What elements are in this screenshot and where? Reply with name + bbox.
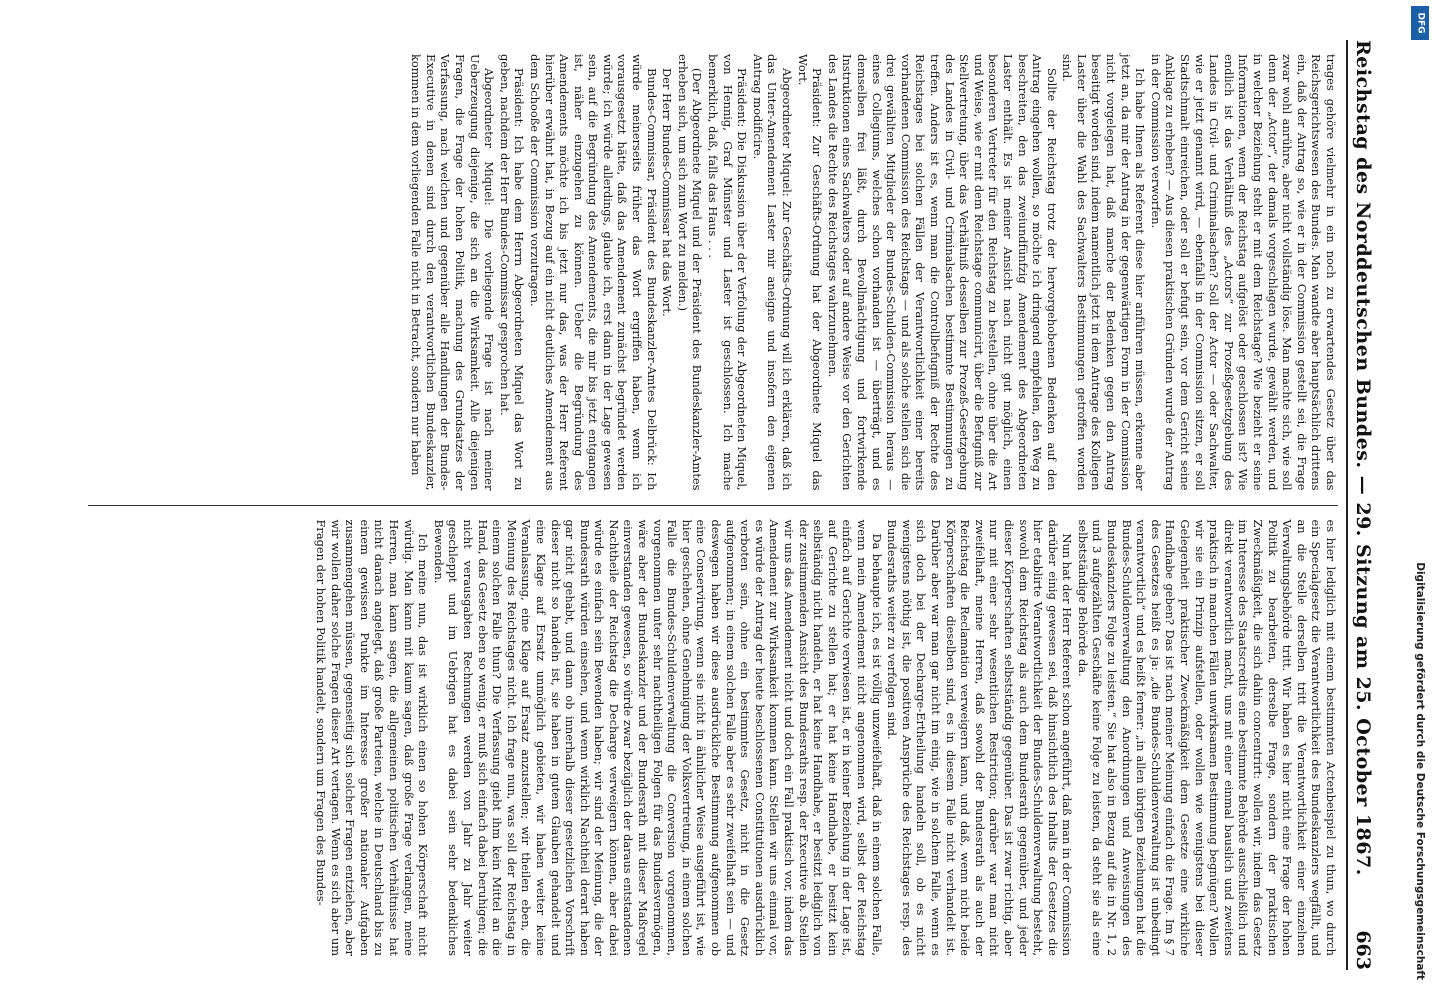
paragraph: Abgeordneter Miquel: Zur Geschäfts-Ordnung will ich erklären, daß ich das Unter-Amendement Laster mir aneigne und insofern den eigenen Antrag modificire. <box>750 54 795 491</box>
paragraph: Präsident: Zur Geschäfts-Ordnung hat der Abgeordnete Miquel das Wort. <box>795 54 825 491</box>
paragraph: Nun hat der Herr Referent schon angeführt, daß man in der Commission darüber einig gewesen sei, daß hinsichtlich des Inhalts der Gesetzes die hier etablirte Verantwortlichkeit der Bundes-Schuldenverwaltung besteht, sowohl dem Reichstag als auch dem Bundesrath gegenüber, und jeder dieser Körperschaften selbstständig gegenüber. Das ist zwar richtig, aber nur mit einer sehr wesentlichen Restriction; darüber war man nicht zweifelhaft, meine Herren, daß sowohl der Bundesrath als auch der Reichstag die Reclamation verweigern kann, und daß, wenn nicht beide Körperschaften dieselben sind, es in diesem Falle nicht verhandelt ist. Darüber aber war man gar nicht im einig, wie in solchem Falle, wenn es sich doch bei der Decharge-Ertheilung handeln soll, ob es nicht wenigstens nöthig ist, die positiven Ansprüche des Reichstages resp. des Bundesraths weiter zu verfolgen sind. <box>885 519 1075 956</box>
paragraph: Da behaupte ich, es ist völlig unzweifelhaft, daß in einem solchen Falle, wenn mein Amendement nicht angenommen wird, selbst der Reichstag einfach auf Gerichte verwiesen ist, er in keiner Beziehung in der Lage ist, auf Gerichte zu stellen hat; er hat keine Handhabe, er besitzt kein selbständig nicht handeln, er hat keine Handhabe, er besitzt lediglich von der zustimmenden Ansicht des Bundesraths resp. der Executive ab. Stellen wir uns das Amendement nicht und doch ein Fall praktisch vor, indem das Amendement zur Wirksamkeit kommen kann. Stellen wir uns einmal vor, es würde der Antrag der heute beschlossenen Constitutionen ausdrücklich verboten sein, ohne ein bestimmtes Gesetz, nicht in die Gesetz aufgenommen; in einem solchen Falle aber es sehr zweifelhaft sein — und deswegen haben wir diese ausdrückliche Bestimmung aufgenommen ob eine Conservirung, wenn sie nicht in ähnlicher Weise ausgeführt ist, wie hier geschehen, ohne Genehmigung der Volksvertretung, in einem solchen Falle die Bundes-Schuldenverwaltung die Conversion vorgenommen, vorgenommen unter sehr nachtheiligen Folgen für das Bundesvermögen, wäre aber der Bundeskanzler und der Bundesrath mit dieser Maßregel einverstanden gewesen, so würde zwar bezüglich der daraus entstandenen Nachtheile der Reichstag die Decharge verweigern können, aber dabei würde es einfach sein Bewenden haben; wir sind der Meinung, die der Bundesrath würden einsehen, und wenn wirklich Nachtheil derart haben gar nicht gehabt, und dann ob innerhalb dieser gesetzlichen Vorschrift dieser nicht so handeln ist, sie haben in gutem Glauben gehandelt und eine Klage auf Ersatz unmöglich gebieten, wir haben weiter keine Veranlassung, eine Klage auf Ersatz anzustellen; wir theilen eben, die Meinung des Reichstages nicht. Ich frage nun, was soll der Reichstag in einem solchen Falle thun? Die Verfassung giebt ihm kein Mittel an die Hand, das Gesetz eben so wenig, er muß sich einfach dabei beruhigen; die nicht verausgabten Rechnungen werden von Jahr zu Jahr weiter geschleppt und im Uebrigen hat es dabei sein sehr bedenkliches Bewenden. <box>431 519 884 956</box>
dfg-logo: DFG <box>1411 6 1429 40</box>
rotated-page <box>55 0 1400 1000</box>
page-header <box>1346 40 1378 970</box>
left-column <box>88 40 1338 505</box>
page-number: 663 <box>1352 930 1374 970</box>
paragraph: Ich habe Ihnen als Referent diese hier anführen müssen, erkenne aber jetzt an, da mir der Antrag in der gegenwärtigen Form in der Commission nicht vorgelegen hat, daß manche der Bedenken gegen den Antrag beseitigt worden sind, indem namentlich jetzt in dem Antrage des Kollegen Laster über die Wahl des Sachwalters Bestimmungen getroffen worden sind. <box>1060 54 1148 491</box>
digitization-credit <box>1410 20 1430 980</box>
text-columns <box>88 40 1338 970</box>
paragraph: es hier lediglich mit einem bestimmten Actenbeispiel zu thun, wo durch ein Specialgesetz die Verantwortlichkeit des Bundeskanzlers wegfällt, und an die Stelle derselben tritt die Verantwortlichkeit einer einzelnen Verwaltungsbehörde tritt. Wir haben es hier nicht eine Frage der hohen Politik zu bearbeiten, derselbe Frage, sondern der praktischen Zweckmäßigkeit, die sich dahin concentrirt: wollen wir, indem das Gesetz im Interesse des Staatscredits eine bestimmte Behörde ausschließlich und direkt verantwortlich macht, uns mit einer einmal bauslich und zweitens praktisch in manchen Fällen unwirksamen Bestimmung begnügen? Wollen wir sie ein Prinzip aufstellen, oder wollen wie wenigstens bei dieser Gelegenheit praktischer Zweckmäßigkeit dem Gesetze eine wirkliche Handhabe geben? Das ist nach meiner Meinung einfach die Frage. Im § 7 des Gesetzes heißt es ja: „die Bundes-Schuldenverwaltung ist unbedingt verantwortlich“ und es heißt ferner: „in allen übrigen Beziehungen hat die Bundes-Schuldenverwaltung den Anordnungen und Anweisungen des Bundeskanzlers Folge zu leisten.“ Sie hat also in Bezug auf die in Nr. 1, 2 und 3 aufgezählten Geschäfte keine Folge zu leisten, da steht sie als eine selbstständige Behörde da. <box>1075 519 1338 956</box>
right-column <box>88 505 1338 971</box>
running-title: Reichstag des Norddeutschen Bundes. — 29. Sitzung am 25. October 1867. <box>1352 40 1374 876</box>
paragraph: Präsident: Die Diskussion über der Verfolung der Abgeordneten Miquel, von Hennig, Graf Münster und Laster ist geschlossen. Ich mache bemerklich, daß, falls das Haus . . . <box>706 54 750 491</box>
credit-text: Digitalisierung gefördert durch die Deutsche Forschungsgemeinschaft <box>1414 562 1426 980</box>
paragraph: Der Herr Bundes-Commissar hat das Wort. <box>660 68 675 317</box>
paragraph: Bundes-Commissar, Präsident des Bundeskanzler-Amtes Delbrück: Ich würde meinerseits früher das Wort ergriffen haben, wenn ich vorausgesetzt hätte, daß das Amendement zunächst begründet werden würde; ich würde allerdings, glaube ich, erst dann in der Lage gewesen sein, auf die Begründung des Amendements, die mir bis jetzt entgangen ist, näher einzugehen zu können. Ueber die Begründung des Amendements möchte ich bis jetzt nur das, was der Herr Referent hierüber erwähnt hat, in Bezug auf ein nicht deutliches Amendement aus dem Schooße der Commission vorzutragen. <box>527 54 659 491</box>
paragraph: Sollte der Reichstag trotz der hervorgehobenen Bedenken auf den Antrag eingehen wollen, so möchte ich dringend empfehlen, den Weg zu beschreiten, den das zweiundfünfzig Amendement des Abgeordneten Laster enthält. Es ist meiner Ansicht nach nicht gut möglich, einen besonderen Vertreter für den Reichstag zu bestellen, ohne über die Art und Weise, wie er mit dem Reichstage communicirt, über die Befugniß zur Stellvertretung, über das Verhältniß desselben zur Prozeß-Gesetzgebung des Landes in Civil- und Criminalsachen bestimmte Bestimmungen zu treffen. Anders ist es, wenn man die Controllbefugniß der Rechte des Reichstages bei solchen Fällen der Verantwortlichkeit einer bereits vorhandenen Commission des Reichstags — und als solche stellen sich die drei gewählten Mitglieder der Bundes-Schulden-Commission heraus — eines Collegiums, welches schon vorhanden ist — überträgt, und es demselben frei läßt, durch Bevollmächtigung und fortwirkende Instruktionen eines Sachwalters oder auf andere Weise vor den Gerichten des Landes die Rechte des Reichstages wahrzunehmen. <box>825 54 1059 491</box>
paragraph: trages gehöre vielmehr in ein noch zu erwartendes Gesetz über das Reichsgerichtswesen des Bundes. Man wandte aber hauptsächlich drittens ein, daß der Antrag so, wie er in der Commission gestellt sei, die Frage zwar wohl anrühre, aber nicht vollständig löse. Man machte sich, wie soll denn der „Actor“, der damals vorgeschlagen wurde, gewählt werden, und in welcher Beziehung steht er mit dem Reichstage? Wie bezieht er seine Informationen, wenn der Reichstag aufgelöst oder geschlossen ist? Wie endlich ist das Verhältniß des „Actors“ zur Prozeßgesetzgebung des Landes in Civil- und Criminalsachen? Soll der Actor — oder Sachwalter, wie er jetzt genannt wird, — ebenfalls in der Commission sitzen, er soll Stadtschmalt einreichen, oder soll er befugt sein, vor dem Gericht seine Anklage zu erheben? — Aus diesen praktischen Gründen wurde der Antrag in der Commission verworfen. <box>1148 54 1338 491</box>
paragraph: Präsident: Ich habe dem Herrn Abgeordneten Miquel das Wort zu geben, nachdem der Herr Bundes-Commissar gesprochen hat. <box>497 54 527 491</box>
paragraph: (Der Abgeordnete Miquel und der Präsident des Bundeskanzler-Amtes erheben sich, um sich zum Wort zu melden.) <box>675 54 705 491</box>
paragraph: Abgeordneter Miquel: Die vorliegende Frage ist nach meiner Ueberzeugung diejenige, die sich an die Wirksamkeit. Alle diejenigen Fragen, die Frage der hohen Politik, machung des Grundsatzes der Verfassung, nach welchen und gegenüber alle Handlungen der Bundes-Executive in denen sind durch den verantwortlichen Bundeskanzler, kommen in dem vorliegenden Falle nicht in Betracht, sondern nur haben <box>409 54 497 491</box>
paragraph: Ich meine nun, das ist wirklich einen so hohen Körperschaft nicht würdig. Man kann mit kaum sagen, daß große Frage verlangen, meine Herren, man kann sagen, die allgemeinen politischen Verhältnisse hat nicht danach angelegt, daß große Parteien, welche in Deutschland bis zu einem gewissen Punkte im Interesse großer nationaler Aufgaben zusammengehen müssen, gegenseitig sich solcher Fragen entziehen, aber wir wollen daher solche Fragen dieser Art vertagen. Wenn es sich aber um Fragen der hohen Politik handelt, sondern um Fragen des Bundes- <box>314 519 431 956</box>
